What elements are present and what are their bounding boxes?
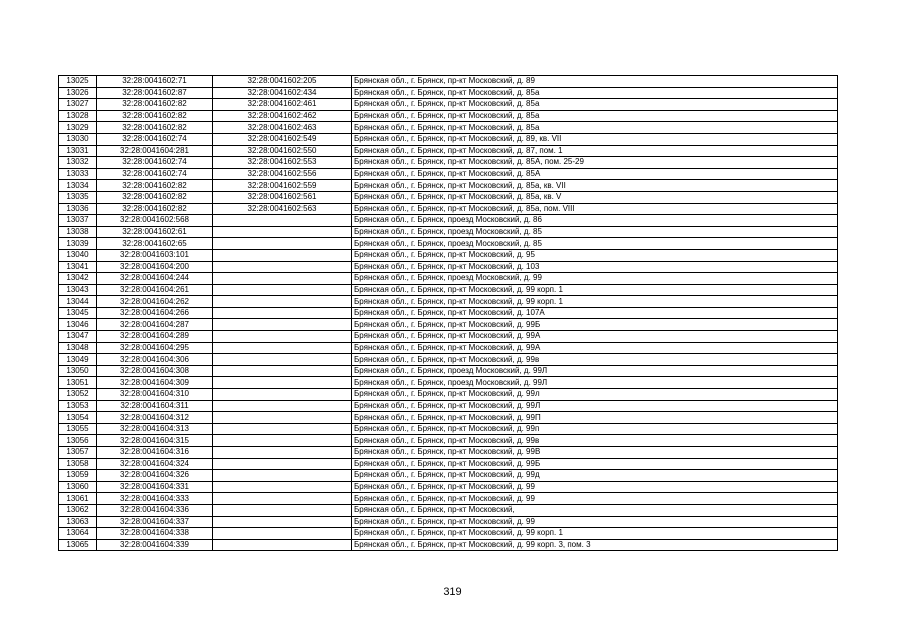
address-cell: Брянская обл., г. Брянск, пр-кт Московский, д. 99д (352, 470, 838, 482)
object-number-cell (213, 354, 352, 366)
object-number-cell: 32:28:0041602:549 (213, 133, 352, 145)
address-cell: Брянская обл., г. Брянск, пр-кт Московский, д. 99П (352, 412, 838, 424)
address-cell: Брянская обл., г. Брянск, пр-кт Московский, д. 85А (352, 168, 838, 180)
table-row (59, 423, 838, 435)
cadastral-number-cell: 32:28:0041604:326 (97, 470, 213, 482)
table-row (59, 539, 838, 551)
table-row (59, 261, 838, 273)
address-cell: Брянская обл., г. Брянск, пр-кт Московский, д. 85а (352, 87, 838, 99)
object-number-cell (213, 249, 352, 261)
address-cell: Брянская обл., г. Брянск, пр-кт Московский, (352, 504, 838, 516)
row-number-cell: 13037 (59, 215, 97, 227)
address-cell: Брянская обл., г. Брянск, пр-кт Московский, д. 85а, кв. VII (352, 180, 838, 192)
address-cell: Брянская обл., г. Брянск, пр-кт Московский, д. 99в (352, 354, 838, 366)
object-number-cell (213, 365, 352, 377)
cadastral-number-cell: 32:28:0041604:287 (97, 319, 213, 331)
row-number-cell: 13044 (59, 296, 97, 308)
table-row (59, 447, 838, 459)
cadastral-number-cell: 32:28:0041604:306 (97, 354, 213, 366)
page-number: 319 (443, 586, 462, 598)
table-row (59, 215, 838, 227)
row-number-cell: 13065 (59, 539, 97, 551)
address-cell: Брянская обл., г. Брянск, пр-кт Московский, д. 103 (352, 261, 838, 273)
cadastral-number-cell: 32:28:0041604:308 (97, 365, 213, 377)
object-number-cell (213, 342, 352, 354)
address-cell: Брянская обл., г. Брянск, проезд Московский, д. 99Л (352, 365, 838, 377)
cadastral-number-cell: 32:28:0041604:338 (97, 528, 213, 540)
address-cell: Брянская обл., г. Брянск, пр-кт Московский, д. 99в (352, 435, 838, 447)
address-cell: Брянская обл., г. Брянск, проезд Московский, д. 99 (352, 273, 838, 285)
address-cell: Брянская обл., г. Брянск, пр-кт Московский, д. 99п (352, 423, 838, 435)
object-number-cell (213, 516, 352, 528)
address-cell: Брянская обл., г. Брянск, пр-кт Московский, д. 99 (352, 481, 838, 493)
object-number-cell (213, 226, 352, 238)
address-cell: Брянская обл., г. Брянск, пр-кт Московский, д. 99А (352, 331, 838, 343)
table-row (59, 110, 838, 122)
row-number-cell: 13048 (59, 342, 97, 354)
row-number-cell: 13025 (59, 76, 97, 88)
address-cell: Брянская обл., г. Брянск, пр-кт Московский, д. 89, кв. VII (352, 133, 838, 145)
object-number-cell: 32:28:0041602:434 (213, 87, 352, 99)
address-cell: Брянская обл., г. Брянск, пр-кт Московский, д. 99 корп. 1 (352, 528, 838, 540)
object-number-cell (213, 284, 352, 296)
row-number-cell: 13062 (59, 504, 97, 516)
table-row (59, 87, 838, 99)
row-number-cell: 13031 (59, 145, 97, 157)
object-number-cell: 32:28:0041602:553 (213, 157, 352, 169)
cadastral-number-cell: 32:28:0041602:87 (97, 87, 213, 99)
table-row (59, 76, 838, 88)
address-cell: Брянская обл., г. Брянск, пр-кт Московский, д. 95 (352, 249, 838, 261)
object-number-cell (213, 412, 352, 424)
address-cell: Брянская обл., г. Брянск, пр-кт Московский, д. 99 корп. 3, пом. 3 (352, 539, 838, 551)
object-number-cell (213, 447, 352, 459)
cadastral-number-cell: 32:28:0041604:262 (97, 296, 213, 308)
table-row (59, 377, 838, 389)
cadastral-number-cell: 32:28:0041604:312 (97, 412, 213, 424)
row-number-cell: 13042 (59, 273, 97, 285)
address-cell: Брянская обл., г. Брянск, пр-кт Московский, д. 107А (352, 307, 838, 319)
address-cell: Брянская обл., г. Брянск, пр-кт Московский, д. 99 корп. 1 (352, 284, 838, 296)
object-number-cell: 32:28:0041602:559 (213, 180, 352, 192)
address-cell: Брянская обл., г. Брянск, пр-кт Московский, д. 99Л (352, 400, 838, 412)
row-number-cell: 13032 (59, 157, 97, 169)
cadastral-number-cell: 32:28:0041604:313 (97, 423, 213, 435)
cadastral-number-cell: 32:28:0041602:82 (97, 110, 213, 122)
cadastral-number-cell: 32:28:0041602:61 (97, 226, 213, 238)
cadastral-number-cell: 32:28:0041604:309 (97, 377, 213, 389)
object-number-cell (213, 331, 352, 343)
cadastral-number-cell: 32:28:0041602:74 (97, 168, 213, 180)
table-row (59, 157, 838, 169)
table-row (59, 168, 838, 180)
address-cell: Брянская обл., г. Брянск, пр-кт Московский, д. 85а (352, 122, 838, 134)
address-cell: Брянская обл., г. Брянск, пр-кт Московский, д. 85а, кв. V (352, 191, 838, 203)
object-number-cell (213, 238, 352, 250)
row-number-cell: 13035 (59, 191, 97, 203)
cadastral-number-cell: 32:28:0041602:71 (97, 76, 213, 88)
object-number-cell: 32:28:0041602:205 (213, 76, 352, 88)
table-row (59, 226, 838, 238)
cadastral-number-cell: 32:28:0041604:261 (97, 284, 213, 296)
row-number-cell: 13034 (59, 180, 97, 192)
object-number-cell (213, 435, 352, 447)
row-number-cell: 13049 (59, 354, 97, 366)
cadastral-number-cell: 32:28:0041604:331 (97, 481, 213, 493)
row-number-cell: 13061 (59, 493, 97, 505)
row-number-cell: 13054 (59, 412, 97, 424)
cadastral-number-cell: 32:28:0041602:82 (97, 191, 213, 203)
table-row (59, 400, 838, 412)
cadastral-number-cell: 32:28:0041604:337 (97, 516, 213, 528)
cadastral-number-cell: 32:28:0041604:200 (97, 261, 213, 273)
row-number-cell: 13029 (59, 122, 97, 134)
object-number-cell (213, 528, 352, 540)
cadastral-number-cell: 32:28:0041604:315 (97, 435, 213, 447)
object-number-cell: 32:28:0041602:462 (213, 110, 352, 122)
cadastral-number-cell: 32:28:0041602:82 (97, 203, 213, 215)
table-row (59, 191, 838, 203)
cadastral-number-cell: 32:28:0041604:324 (97, 458, 213, 470)
address-cell: Брянская обл., г. Брянск, пр-кт Московский, д. 99А (352, 342, 838, 354)
table-row (59, 354, 838, 366)
cadastral-number-cell: 32:28:0041602:82 (97, 99, 213, 111)
table-row (59, 504, 838, 516)
object-number-cell: 32:28:0041602:463 (213, 122, 352, 134)
table-row (59, 435, 838, 447)
table-row (59, 481, 838, 493)
table-row (59, 493, 838, 505)
table-row (59, 145, 838, 157)
row-number-cell: 13045 (59, 307, 97, 319)
row-number-cell: 13033 (59, 168, 97, 180)
row-number-cell: 13055 (59, 423, 97, 435)
cadastral-number-cell: 32:28:0041604:244 (97, 273, 213, 285)
cadastral-number-cell: 32:28:0041604:295 (97, 342, 213, 354)
table-row (59, 296, 838, 308)
object-number-cell: 32:28:0041602:563 (213, 203, 352, 215)
table-row (59, 284, 838, 296)
object-number-cell (213, 504, 352, 516)
address-cell: Брянская обл., г. Брянск, проезд Московский, д. 99Л (352, 377, 838, 389)
address-cell: Брянская обл., г. Брянск, пр-кт Московский, д. 99 корп. 1 (352, 296, 838, 308)
table-row (59, 203, 838, 215)
address-cell: Брянская обл., г. Брянск, пр-кт Московский, д. 89 (352, 76, 838, 88)
object-number-cell (213, 215, 352, 227)
address-cell: Брянская обл., г. Брянск, проезд Московский, д. 85 (352, 238, 838, 250)
address-cell: Брянская обл., г. Брянск, пр-кт Московский, д. 99Б (352, 458, 838, 470)
row-number-cell: 13030 (59, 133, 97, 145)
cadastral-number-cell: 32:28:0041603:101 (97, 249, 213, 261)
object-number-cell (213, 458, 352, 470)
object-number-cell (213, 481, 352, 493)
object-number-cell (213, 539, 352, 551)
row-number-cell: 13038 (59, 226, 97, 238)
cadastral-number-cell: 32:28:0041604:289 (97, 331, 213, 343)
object-number-cell (213, 470, 352, 482)
table-row (59, 238, 838, 250)
cadastral-number-cell: 32:28:0041604:339 (97, 539, 213, 551)
row-number-cell: 13041 (59, 261, 97, 273)
cadastral-number-cell: 32:28:0041604:281 (97, 145, 213, 157)
row-number-cell: 13046 (59, 319, 97, 331)
cadastral-number-cell: 32:28:0041602:82 (97, 122, 213, 134)
row-number-cell: 13036 (59, 203, 97, 215)
row-number-cell: 13057 (59, 447, 97, 459)
cadastral-number-cell: 32:28:0041602:74 (97, 133, 213, 145)
row-number-cell: 13026 (59, 87, 97, 99)
row-number-cell: 13063 (59, 516, 97, 528)
address-cell: Брянская обл., г. Брянск, пр-кт Московский, д. 99 (352, 516, 838, 528)
address-cell: Брянская обл., г. Брянск, пр-кт Московский, д. 85а (352, 110, 838, 122)
cadastral-number-cell: 32:28:0041604:310 (97, 389, 213, 401)
table-row (59, 249, 838, 261)
row-number-cell: 13051 (59, 377, 97, 389)
table-row (59, 331, 838, 343)
object-number-cell (213, 493, 352, 505)
row-number-cell: 13059 (59, 470, 97, 482)
table-row (59, 458, 838, 470)
address-cell: Брянская обл., г. Брянск, пр-кт Московский, д. 99В (352, 447, 838, 459)
cadastral-number-cell: 32:28:0041604:333 (97, 493, 213, 505)
address-cell: Брянская обл., г. Брянск, пр-кт Московский, д. 87, пом. 1 (352, 145, 838, 157)
table-row (59, 180, 838, 192)
row-number-cell: 13028 (59, 110, 97, 122)
table-row (59, 516, 838, 528)
object-number-cell (213, 319, 352, 331)
row-number-cell: 13027 (59, 99, 97, 111)
row-number-cell: 13064 (59, 528, 97, 540)
cadastral-number-cell: 32:28:0041604:336 (97, 504, 213, 516)
address-cell: Брянская обл., г. Брянск, пр-кт Московский, д. 85А, пом. 25-29 (352, 157, 838, 169)
row-number-cell: 13052 (59, 389, 97, 401)
cadastral-number-cell: 32:28:0041602:74 (97, 157, 213, 169)
object-number-cell: 32:28:0041602:556 (213, 168, 352, 180)
table-row (59, 99, 838, 111)
row-number-cell: 13043 (59, 284, 97, 296)
cadastral-table (58, 75, 838, 551)
table-row (59, 307, 838, 319)
row-number-cell: 13056 (59, 435, 97, 447)
table-row (59, 389, 838, 401)
cadastral-number-cell: 32:28:0041604:316 (97, 447, 213, 459)
object-number-cell (213, 261, 352, 273)
address-cell: Брянская обл., г. Брянск, пр-кт Московский, д. 99Б (352, 319, 838, 331)
row-number-cell: 13050 (59, 365, 97, 377)
table-row (59, 412, 838, 424)
table-row (59, 273, 838, 285)
cadastral-number-cell: 32:28:0041602:65 (97, 238, 213, 250)
cadastral-number-cell: 32:28:0041602:82 (97, 180, 213, 192)
address-cell: Брянская обл., г. Брянск, пр-кт Московский, д. 99л (352, 389, 838, 401)
object-number-cell (213, 273, 352, 285)
cadastral-number-cell: 32:28:0041604:311 (97, 400, 213, 412)
object-number-cell: 32:28:0041602:461 (213, 99, 352, 111)
table-row (59, 133, 838, 145)
table-row (59, 319, 838, 331)
address-cell: Брянская обл., г. Брянск, проезд Московский, д. 85 (352, 226, 838, 238)
table-body (59, 76, 838, 551)
object-number-cell (213, 400, 352, 412)
row-number-cell: 13060 (59, 481, 97, 493)
row-number-cell: 13053 (59, 400, 97, 412)
table-row (59, 470, 838, 482)
table-row (59, 122, 838, 134)
table-row (59, 365, 838, 377)
cadastral-number-cell: 32:28:0041602:568 (97, 215, 213, 227)
row-number-cell: 13040 (59, 249, 97, 261)
address-cell: Брянская обл., г. Брянск, пр-кт Московский, д. 85а, пом. VIII (352, 203, 838, 215)
address-cell: Брянская обл., г. Брянск, проезд Московский, д. 86 (352, 215, 838, 227)
row-number-cell: 13058 (59, 458, 97, 470)
object-number-cell: 32:28:0041602:561 (213, 191, 352, 203)
row-number-cell: 13047 (59, 331, 97, 343)
table-row (59, 342, 838, 354)
object-number-cell (213, 377, 352, 389)
row-number-cell: 13039 (59, 238, 97, 250)
object-number-cell (213, 307, 352, 319)
object-number-cell (213, 296, 352, 308)
cadastral-number-cell: 32:28:0041604:266 (97, 307, 213, 319)
table-row (59, 528, 838, 540)
address-cell: Брянская обл., г. Брянск, пр-кт Московский, д. 99 (352, 493, 838, 505)
object-number-cell (213, 389, 352, 401)
address-cell: Брянская обл., г. Брянск, пр-кт Московский, д. 85а (352, 99, 838, 111)
object-number-cell (213, 423, 352, 435)
object-number-cell: 32:28:0041602:550 (213, 145, 352, 157)
